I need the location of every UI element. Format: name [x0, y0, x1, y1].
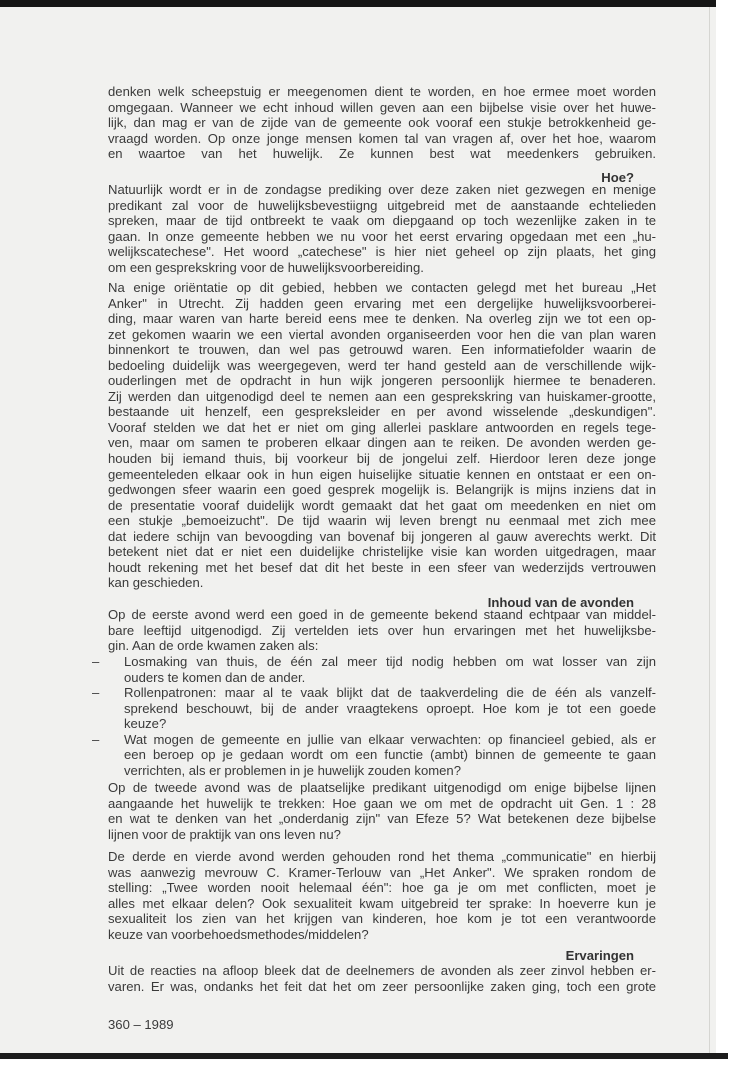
paragraph-4 [108, 607, 656, 654]
text-line: welijkscatechese". Het woord „catechese" is hier niet geheel op zijn plaats, het ging [108, 244, 656, 260]
text-line: bedoeling duidelijk was weergegeven, werd ter hand gesteld aan de verschillende wijk- [108, 357, 656, 373]
text-line: Uit de reacties na afloop bleek dat de deelnemers de avonden als zeer zinvol hebben er- [108, 963, 656, 978]
list-dash: – [92, 685, 100, 701]
text-line: ding, maar waren van harte bereid eens mee te denken. Na overleg zijn we tot een op- [108, 311, 656, 327]
text-line: Vooraf stelden we dat het er niet om ging allerlei pasklare antwoorden en regels tege- [108, 419, 656, 435]
paragraph-5 [108, 780, 656, 842]
text-line: binnenkort te trouwen, dan wel pas getrouwd waren. Een informatiefolder waarin de [108, 342, 656, 358]
text-line: Rollenpatronen: maar al te vaak blijkt dat de taakverdeling die de één als vanzelf- [124, 685, 656, 701]
text-line: Anker" in Utrecht. Zij hadden geen ervaring met een dergelijke huwelijksvoorberei- [108, 295, 656, 311]
text-line: en wat te denken van het „onderdanig zijn" van Efeze 5? Wat betekenen deze bijbelse [108, 811, 656, 827]
text-line: varen. Er was, ondanks het feit dat het om zeer persoonlijke zaken ging, toch een grote [108, 978, 656, 994]
text-line: een beroep op je gedaan wordt om een functie (ambt) binnen de gemeente te gaan [124, 747, 656, 763]
text-line: houden bij iemand thuis, bij voorkeur bij de jongelui zelf. Hierdoor leren deze jonge [108, 451, 656, 467]
paragraph-2 [108, 182, 656, 275]
text-line: Zij werden dan uitgenodigd deel te nemen aan een gesprekskring van huiskamer-grootte, [108, 388, 656, 404]
paragraph-6 [108, 849, 656, 942]
list-item [92, 685, 656, 732]
text-line: alles met elkaar delen? Ook sexualiteit kwam uitgebreid ter sprake: In hoeverre kun je [108, 895, 656, 911]
text-line: houdt rekening met het besef dat dit het beste in een sfeer van wederzijds vertrouwen [108, 559, 656, 575]
text-line: gedwongen sfeer waarin een goed gesprek mogelijk is. Belangrijk is mijns inziens dat in [108, 482, 656, 498]
list-dash: – [92, 731, 100, 747]
text-line: sexualiteit los zien van het krijgen van kinderen, hoe kom je tot een verantwoorde [108, 911, 656, 927]
topic-list [92, 654, 656, 778]
text-line: was aanwezig mevrouw C. Kramer-Terlouw van „Het Anker". We spraken rondom de [108, 864, 656, 880]
text-line: gemeenteleden elkaar ook in hun eigen huiselijke situatie kennen en ontstaat er een on- [108, 466, 656, 482]
text-line: predikant zal voor de huwelijksbevestiigng uitgebreid met de aanstaande echtelieden [108, 197, 656, 213]
list-item [92, 731, 656, 779]
text-line: vraagd worden. Op onze jonge mensen komen tal van vragen af, over het hoe, waarom [108, 130, 656, 146]
text-line: sprekend beschouwt, bij de ander vraagtekens oproept. Hoe kom je tot een goede [124, 700, 656, 716]
text-line: stelling: „Twee worden nooit helemaal één": hoe ga je om met conflicten, moet je [108, 880, 656, 896]
text-line: keuze van voorbehoedsmethodes/middelen? [108, 926, 369, 942]
text-line: verrichten, als er problemen in je huwelijk zouden komen? [124, 762, 461, 778]
heading-hoe: Hoe? [601, 170, 634, 185]
list-item [92, 654, 656, 685]
text-line: een stukje „bemoeizucht". De tijd waarin wij leven brengt nu eenmaal met zich mee [108, 513, 656, 529]
text-line: bare leeftijd uitgenodigd. Zij vertelden iets over hun ervaringen met het huwelijksbe- [108, 622, 656, 638]
heading-inhoud-van-de-avonden: Inhoud van de avonden [487, 595, 634, 610]
text-line: om een gesprekskring voor de huwelijksvoorbereiding. [108, 259, 424, 275]
scan-edge-bottom [0, 1053, 728, 1059]
text-line: De derde en vierde avond werden gehouden rond het thema „communicatie" en hierbij [108, 849, 656, 864]
text-line: de presentatie vooraf duidelijk wordt gemaakt dat het gaat om meedenken en niet om [108, 497, 656, 513]
text-line: Wat mogen de gemeente en jullie van elkaar verwachten: op financieel gebied, als er [124, 731, 656, 747]
text-line: Op de tweede avond was de plaatselijke predikant uitgenodigd om enige bijbelse lijnen [108, 780, 656, 795]
text-line: betekent niet dat er niet een duidelijke christelijke visie kan worden uitgedragen, maar [108, 544, 656, 560]
text-line: dat iedere schijn van bevoogding van bovenaf bij jongeren al gauw averechts werkt. Dit [108, 528, 656, 544]
text-line: lijnen voor de praktijk van ons leven nu? [108, 826, 341, 842]
text-line: kan geschieden. [108, 575, 204, 591]
text-line: keuze? [124, 716, 167, 732]
text-line: ouderlingen met de opdracht in hun wijk jongeren persoonlijk hiermee te benaderen. [108, 373, 656, 389]
text-line: Losmaking van thuis, de één zal meer tijd nodig hebben om wat losser van zijn [124, 654, 656, 669]
text-line: Na enige oriëntatie op dit gebied, hebben we contacten gelegd met het bureau „Het [108, 280, 656, 295]
text-line: bestaande uit henzelf, een gespreksleider en per avond wisselende „deskundigen". [108, 404, 656, 420]
text-line: zet gekomen waarin we een viertal avonden organiseerden voor hen die van plan waren [108, 326, 656, 342]
text-line: gin. Aan de orde kwamen zaken als: [108, 638, 319, 654]
text-line: ouders te komen dan de ander. [124, 669, 306, 685]
text-line: lijk, dan mag er van de zijde van de gemeente ook vooraf een stukje betrokkenheid ge- [108, 115, 656, 131]
text-line: ven, maar om samen te proberen elkaar dingen aan te reiken. De avonden werden ge- [108, 435, 656, 451]
text-line: gaan. In onze gemeente hebben we nu voor het eerst ervaring opgedaan met een „hu- [108, 228, 656, 244]
page-number: 360 – 1989 [108, 1017, 174, 1032]
paragraph-1 [108, 84, 656, 162]
text-line: Op de eerste avond werd een goed in de gemeente bekend staand echtpaar van middel- [108, 607, 656, 622]
page-fold-line [709, 7, 710, 1053]
text-line: aangaande het huwelijk te trekken: Hoe gaan we om met de opdracht uit Gen. 1 : 28 [108, 795, 656, 811]
list-dash: – [92, 654, 100, 669]
text-line: Natuurlijk wordt er in de zondagse prediking over deze zaken niet gezwegen en menige [108, 182, 656, 197]
text-line: omgegaan. Wanneer we echt inhoud willen geven aan een bijbelse visie over het huwe- [108, 99, 656, 115]
heading-ervaringen: Ervaringen [565, 948, 634, 963]
paragraph-7 [108, 963, 656, 994]
text-line: en waartoe van het huwelijk. Ze kunnen best wat meedenkers gebruiken. [108, 146, 656, 162]
text-line: denken welk scheepstuig er meegenomen dient te worden, en hoe ermee moet worden [108, 84, 656, 99]
text-line: spreken, maar de tijd ontbreekt te vaak om diepgaand op toch wezenlijke zaken in te [108, 213, 656, 229]
scan-edge-top [0, 0, 716, 7]
paragraph-3 [108, 280, 656, 591]
